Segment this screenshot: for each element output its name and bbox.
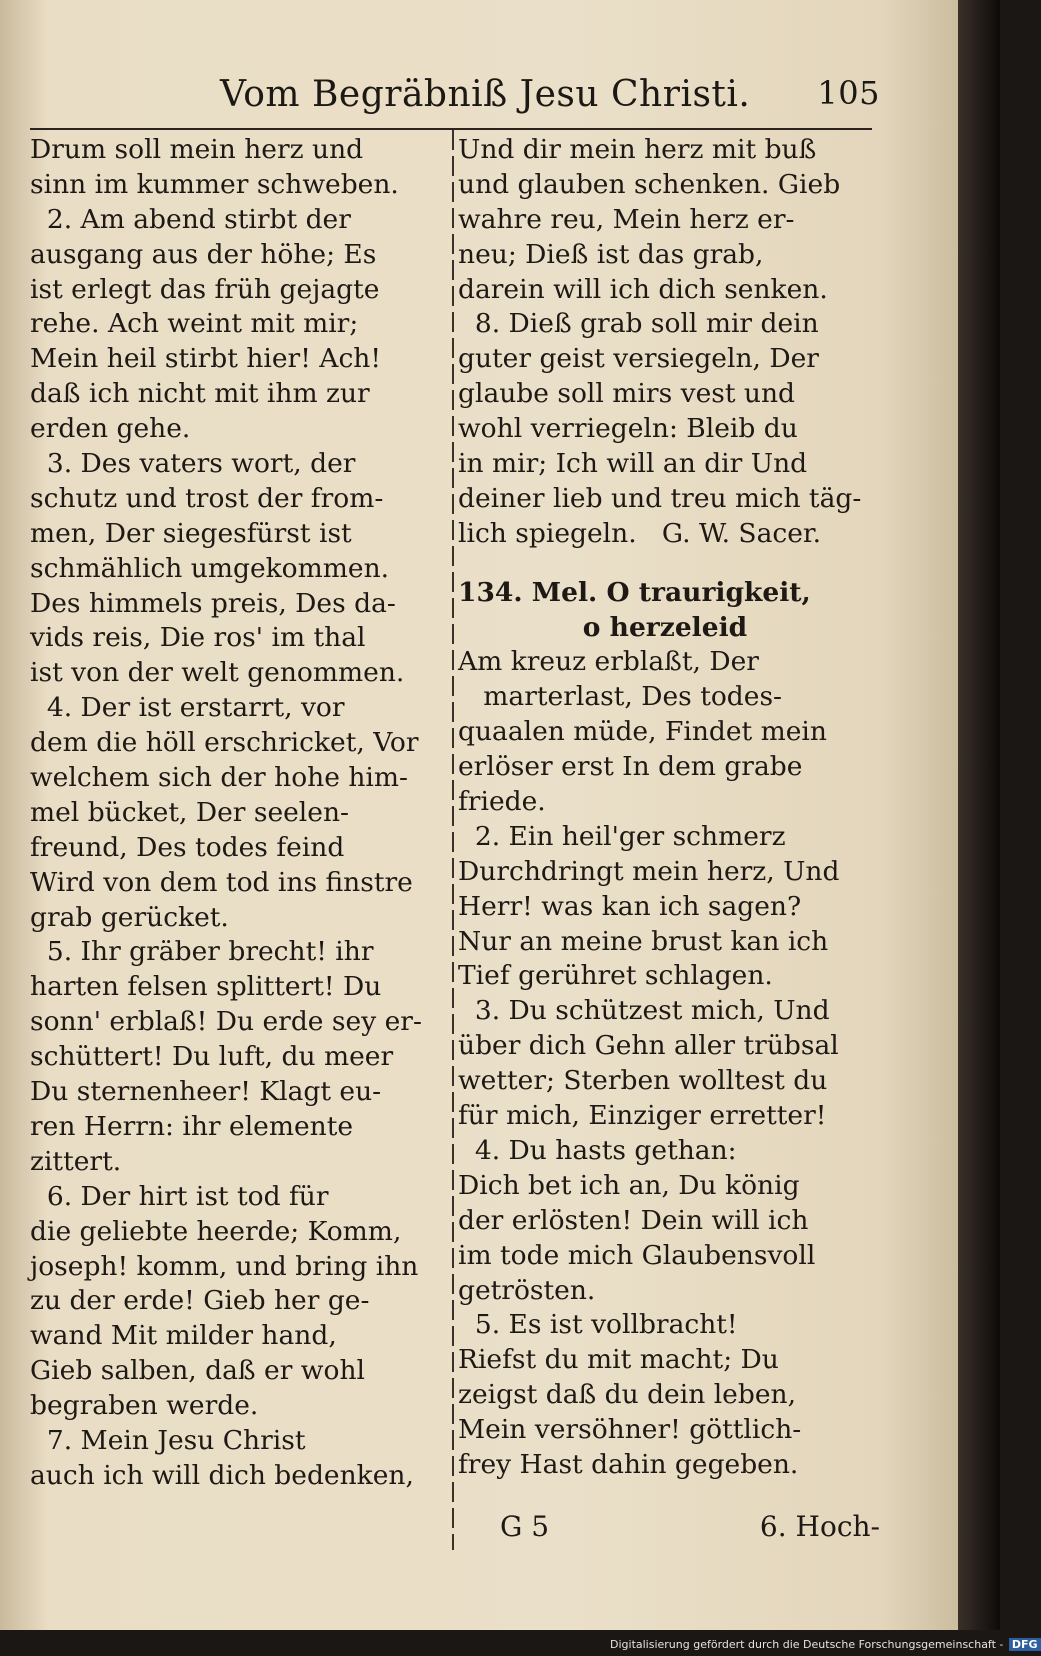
left-column-line: men, Der siegesfürst ist [30, 517, 352, 549]
left-column-line: daß ich nicht mit ihm zur [30, 378, 370, 410]
hymn-134-line: Nur an meine brust kan ich [458, 925, 829, 957]
left-column-line: Des himmels preis, Des da- [30, 587, 396, 619]
left-column-line: zu der erde! Gieb her ge- [30, 1285, 370, 1317]
left-column-line: ist erlegt das früh gejagte [30, 273, 380, 305]
column-divider [452, 130, 454, 1550]
left-column-line: sonn' erblaß! Du erde sey er- [30, 1006, 422, 1038]
hymn-134-line: getrösten. [458, 1274, 596, 1306]
left-column-line: dem die höll erschricket, Vor [30, 727, 419, 759]
hymn-134-line: zeigst daß du dein leben, [458, 1379, 797, 1411]
hymn-134-melody: Mel. O traurigkeit, [531, 576, 811, 608]
left-column-line: Wird von dem tod ins finstre [30, 866, 413, 898]
hymn-133-continuation [458, 133, 872, 552]
hymn-134-line: 4. Du hasts gethan: [458, 1134, 737, 1166]
left-column-line: schutz und trost der from- [30, 482, 384, 514]
right-column-line: deiner lieb und treu mich täg- [458, 482, 862, 514]
running-header [200, 70, 880, 126]
left-column-line: zittert. [30, 1145, 122, 1177]
left-column-line: begraben werde. [30, 1390, 259, 1422]
hymn-134-line: 3. Du schützest mich, Und [458, 995, 830, 1027]
hymn-134-line: 5. Es ist vollbracht! [458, 1309, 738, 1341]
credit-text: Digitalisierung gefördert durch die Deutsche Forschungsgemeinschaft - [610, 1638, 1004, 1651]
right-column-line: wahre reu, Mein herz er- [458, 203, 795, 235]
left-column-line: harten felsen splittert! Du [30, 971, 382, 1003]
digitization-credit [610, 1638, 1038, 1656]
left-column-line: 2. Am abend stirbt der [30, 203, 351, 235]
hymn-134-line: der erlösten! Dein will ich [458, 1204, 809, 1236]
left-column-line: rehe. Ach weint mit mir; [30, 308, 359, 340]
left-column-line: sinn im kummer schweben. [30, 168, 399, 200]
left-column-line: 6. Der hirt ist tod für [30, 1180, 329, 1212]
hymn-134-line: für mich, Einziger erretter! [458, 1100, 827, 1132]
hymn-134-line: friede. [458, 786, 546, 818]
header-rule [30, 128, 872, 130]
left-column-line: erden gehe. [30, 413, 191, 445]
left-column-line: Mein heil stirbt hier! Ach! [30, 343, 381, 375]
catchword: 6. Hoch- [759, 1510, 880, 1543]
hymn-134-line: Herr! was kan ich sagen? [458, 890, 802, 922]
hymn-134-text [458, 645, 872, 1482]
hymn-134-line: Tief gerühret schlagen. [458, 960, 773, 992]
page-number: 105 [817, 74, 880, 112]
left-column-line: ren Herrn: ihr elemente [30, 1110, 354, 1142]
right-column-line: darein will ich dich senken. [458, 273, 828, 305]
right-column-line: lich spiegeln. G. W. Sacer. [458, 517, 822, 549]
hymn-134-line: wetter; Sterben wolltest du [458, 1065, 828, 1097]
right-column-line: neu; Dieß ist das grab, [458, 238, 764, 270]
hymn-134-line: Dich bet ich an, Du könig [458, 1169, 800, 1201]
right-column-line: wohl verriegeln: Bleib du [458, 413, 798, 445]
left-column-line: schüttert! Du luft, du meer [30, 1041, 394, 1073]
hymn-134-line: Durchdringt mein herz, Und [458, 855, 840, 887]
hymn-134-line: marterlast, Des todes- [458, 681, 782, 713]
hymn-134-line: Riefst du mit macht; Du [458, 1344, 779, 1376]
page-footer [470, 1510, 880, 1550]
hymn-134-line: im tode mich Glaubensvoll [458, 1239, 816, 1271]
hymn-134-line: frey Hast dahin gegeben. [458, 1448, 799, 1480]
left-column-line: 5. Ihr gräber brecht! ihr [30, 936, 374, 968]
right-column-line: Und dir mein herz mit buß [458, 134, 817, 165]
right-column-line: guter geist versiegeln, Der [458, 343, 819, 375]
left-column-line: welchem sich der hohe him- [30, 762, 408, 794]
left-column-line: 3. Des vaters wort, der [30, 448, 356, 480]
left-column-line: auch ich will dich bedenken, [30, 1459, 414, 1491]
hymn-134-line: Am kreuz erblaßt, Der [458, 646, 759, 678]
right-column-line: 8. Dieß grab soll mir dein [458, 308, 819, 340]
left-column-line: 4. Der ist erstarrt, vor [30, 692, 345, 724]
hymn-134-line: quaalen müde, Findet mein [458, 716, 827, 748]
left-column-line: ausgang aus der höhe; Es [30, 238, 377, 270]
running-title: Vom Begräbniß Jesu Christi. [220, 74, 751, 115]
hymn-134-line: über dich Gehn aller trübsal [458, 1030, 839, 1062]
left-column-line: mel bücket, Der seelen- [30, 796, 349, 828]
left-column-line: 7. Mein Jesu Christ [30, 1424, 306, 1456]
left-column-line: schmählich umgekommen. [30, 552, 390, 584]
hymn-134-line: Mein versöhner! göttlich- [458, 1414, 802, 1446]
left-column-line: die geliebte heerde; Komm, [30, 1215, 402, 1247]
left-column-line: wand Mit milder hand, [30, 1320, 337, 1352]
left-column-line: Du sternenheer! Klagt eu- [30, 1076, 382, 1108]
left-column-line: ist von der welt genommen. [30, 657, 405, 689]
hymn-134-line: 2. Ein heil'ger schmerz [458, 820, 786, 852]
right-column-line: glaube soll mirs vest und [458, 378, 796, 410]
hymn-134-heading [458, 576, 872, 611]
dfg-logo: DFG [1009, 1638, 1041, 1651]
left-column-line: vids reis, Die ros' im thal [30, 622, 366, 654]
signature-mark: G 5 [500, 1510, 550, 1543]
left-column-line: Gieb salben, daß er wohl [30, 1355, 365, 1387]
left-column-line: Drum soll mein herz und [30, 134, 364, 165]
right-column-line: in mir; Ich will an dir Und [458, 448, 808, 480]
hymn-134-number: 134. [458, 576, 523, 608]
left-column-line: joseph! komm, und bring ihn [30, 1250, 419, 1282]
book-fore-edge [958, 0, 1000, 1630]
right-column [458, 133, 872, 1483]
left-column [30, 133, 450, 1494]
right-column-line: und glauben schenken. Gieb [458, 168, 841, 200]
left-column-line: grab gerücket. [30, 901, 229, 933]
left-column-line: freund, Des todes feind [30, 831, 345, 863]
hymn-134-line: erlöser erst In dem grabe [458, 751, 803, 783]
hymn-134-melody-cont: o herzeleid [582, 611, 748, 643]
